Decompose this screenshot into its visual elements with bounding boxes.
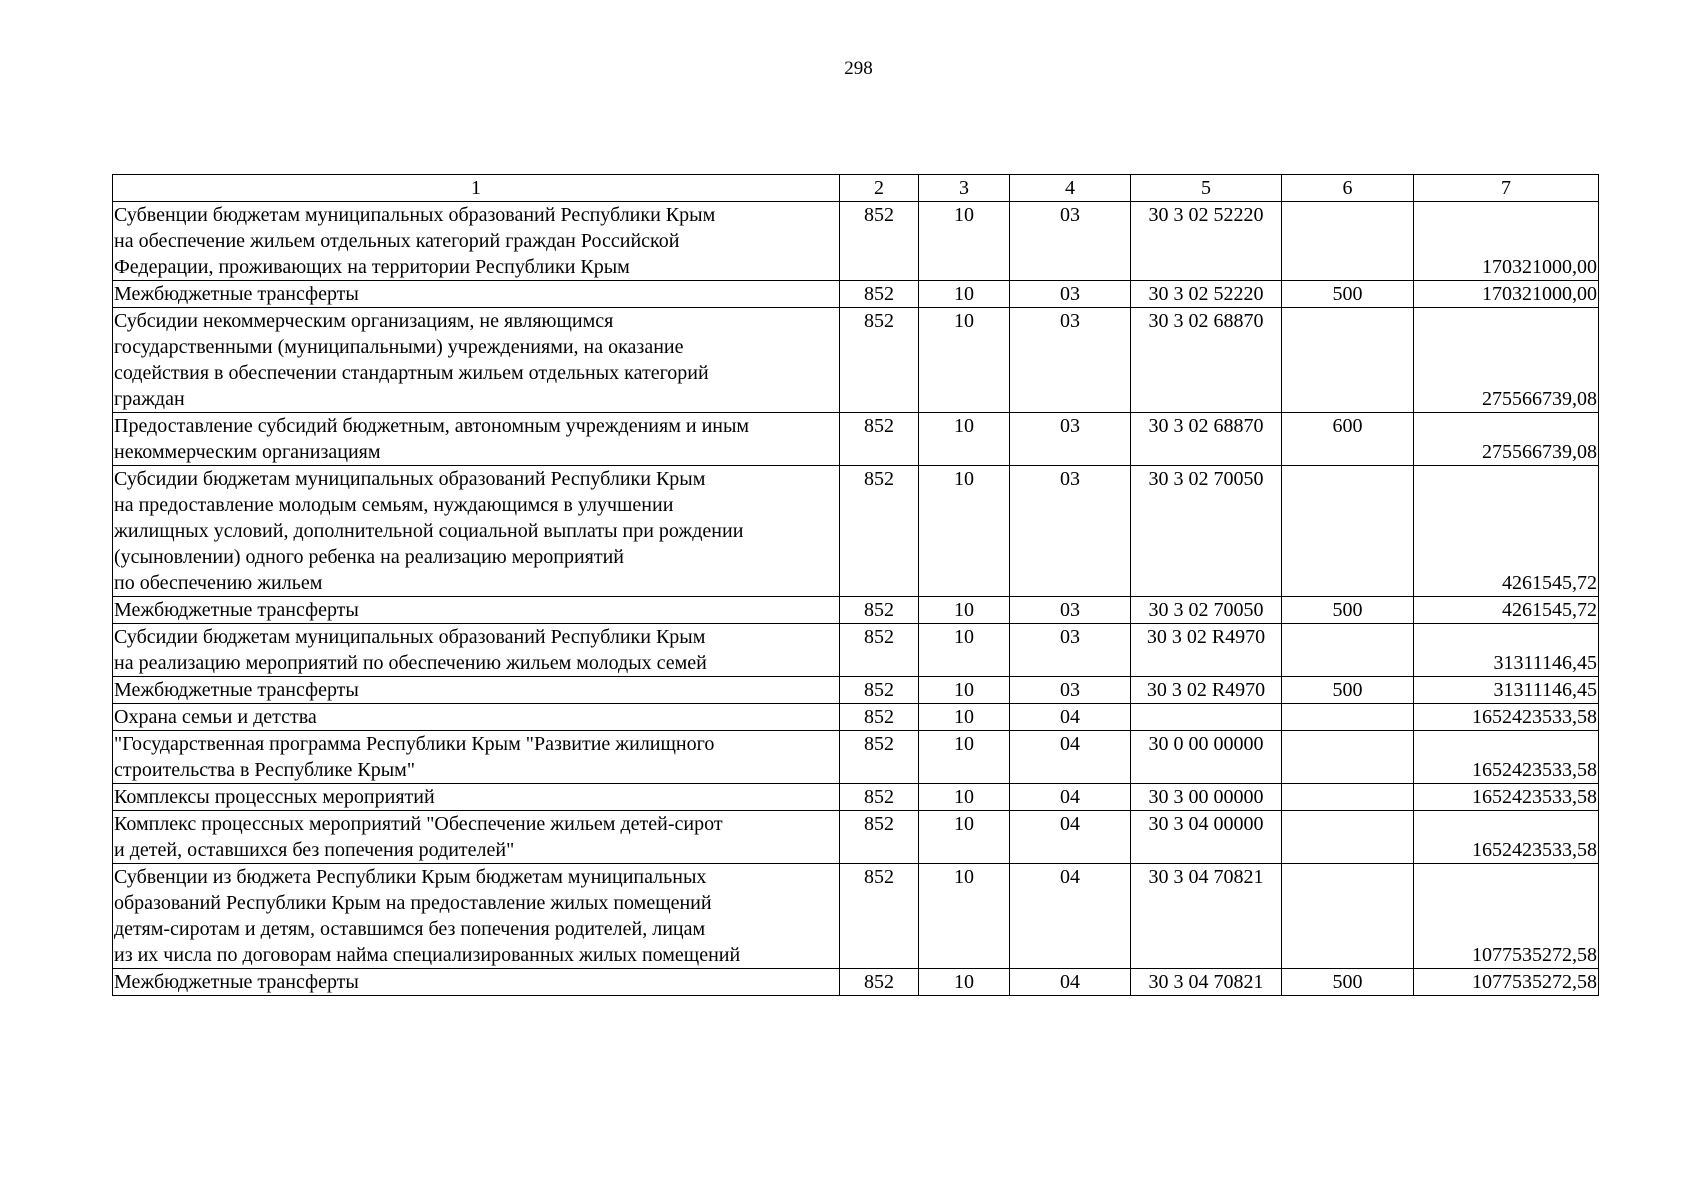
row-col-4: 04: [1010, 969, 1131, 996]
row-col-6: 600: [1282, 413, 1414, 466]
table-row: [113, 969, 1599, 996]
table-row: [113, 281, 1599, 308]
row-col-3: 10: [919, 466, 1010, 597]
row-col-2: 852: [840, 864, 919, 969]
table-row: [113, 413, 1599, 466]
row-col-6: 500: [1282, 969, 1414, 996]
row-amount: 31311146,45: [1414, 677, 1599, 704]
row-col-3: 10: [919, 704, 1010, 731]
row-description: Субвенции из бюджета Республики Крым бюджетам муниципальных образований Республики Крым на предоставление жилых помещений детям-сиротам и детям, оставшимся без попечения родителей, лицам из их числа по договорам найма специализированных жилых помещений: [113, 864, 840, 969]
row-col-3: 10: [919, 413, 1010, 466]
row-col-6: [1282, 202, 1414, 281]
row-description: Предоставление субсидий бюджетным, автономным учреждениям и иным некоммерческим организациям: [113, 413, 840, 466]
row-col-6: 500: [1282, 677, 1414, 704]
row-col-3: 10: [919, 969, 1010, 996]
header-col-3: 3: [919, 175, 1010, 202]
row-amount: 275566739,08: [1414, 308, 1599, 413]
row-description: Субвенции бюджетам муниципальных образований Республики Крым на обеспечение жильем отдельных категорий граждан Российской Федерации, проживающих на территории Республики Крым: [113, 202, 840, 281]
page-number: 298: [844, 58, 873, 79]
row-col-5: 30 3 02 52220: [1131, 202, 1282, 281]
row-col-5: 30 3 02 70050: [1131, 597, 1282, 624]
row-col-4: 03: [1010, 624, 1131, 677]
header-col-1: 1: [113, 175, 840, 202]
row-col-6: [1282, 308, 1414, 413]
row-col-4: 03: [1010, 308, 1131, 413]
row-col-6: 500: [1282, 281, 1414, 308]
row-col-6: [1282, 784, 1414, 811]
row-amount: 4261545,72: [1414, 466, 1599, 597]
row-description: Субсидии бюджетам муниципальных образований Республики Крым на реализацию мероприятий по обеспечению жильем молодых семей: [113, 624, 840, 677]
row-col-4: 03: [1010, 281, 1131, 308]
table-row: [113, 624, 1599, 677]
row-col-2: 852: [840, 281, 919, 308]
row-col-4: 03: [1010, 202, 1131, 281]
row-col-3: 10: [919, 202, 1010, 281]
row-col-5: 30 3 04 70821: [1131, 969, 1282, 996]
row-amount: 275566739,08: [1414, 413, 1599, 466]
row-col-4: 04: [1010, 784, 1131, 811]
row-col-5: 30 3 04 00000: [1131, 811, 1282, 864]
row-amount: 1652423533,58: [1414, 784, 1599, 811]
row-col-2: 852: [840, 784, 919, 811]
row-description: "Государственная программа Республики Крым "Развитие жилищного строительства в Республике Крым": [113, 731, 840, 784]
row-col-2: 852: [840, 624, 919, 677]
row-col-4: 03: [1010, 597, 1131, 624]
row-col-5: 30 3 02 R4970: [1131, 624, 1282, 677]
row-col-5: 30 3 00 00000: [1131, 784, 1282, 811]
row-col-2: 852: [840, 202, 919, 281]
row-col-3: 10: [919, 597, 1010, 624]
row-description: Межбюджетные трансферты: [113, 281, 840, 308]
row-col-2: 852: [840, 466, 919, 597]
row-col-6: [1282, 731, 1414, 784]
row-amount: 1652423533,58: [1414, 704, 1599, 731]
row-description: Комплексы процессных мероприятий: [113, 784, 840, 811]
row-col-5: 30 3 02 52220: [1131, 281, 1282, 308]
row-col-5: 30 3 02 68870: [1131, 413, 1282, 466]
row-col-4: 04: [1010, 864, 1131, 969]
row-description: Субсидии бюджетам муниципальных образований Республики Крым на предоставление молодым семьям, нуждающимся в улучшении жилищных условий, дополнительной социальной выплаты при рождении (усыновлении) одного ребенка на реализацию мероприятий по обеспечению жильем: [113, 466, 840, 597]
row-description: Межбюджетные трансферты: [113, 597, 840, 624]
table-row: [113, 811, 1599, 864]
header-col-4: 4: [1010, 175, 1131, 202]
row-col-4: 04: [1010, 731, 1131, 784]
row-col-2: 852: [840, 597, 919, 624]
row-col-3: 10: [919, 811, 1010, 864]
row-col-4: 04: [1010, 811, 1131, 864]
row-description: Комплекс процессных мероприятий "Обеспечение жильем детей-сирот и детей, оставшихся без попечения родителей": [113, 811, 840, 864]
table-row: [113, 597, 1599, 624]
row-col-2: 852: [840, 413, 919, 466]
table-row: [113, 704, 1599, 731]
row-col-6: [1282, 864, 1414, 969]
row-col-6: 500: [1282, 597, 1414, 624]
row-amount: 170321000,00: [1414, 281, 1599, 308]
row-col-2: 852: [840, 969, 919, 996]
row-col-3: 10: [919, 624, 1010, 677]
row-col-2: 852: [840, 811, 919, 864]
row-col-2: 852: [840, 704, 919, 731]
table-row: [113, 864, 1599, 969]
header-col-5: 5: [1131, 175, 1282, 202]
row-col-3: 10: [919, 308, 1010, 413]
row-col-5: [1131, 704, 1282, 731]
row-amount: 4261545,72: [1414, 597, 1599, 624]
row-col-3: 10: [919, 784, 1010, 811]
row-col-3: 10: [919, 864, 1010, 969]
row-col-3: 10: [919, 731, 1010, 784]
row-amount: 170321000,00: [1414, 202, 1599, 281]
row-description: Охрана семьи и детства: [113, 704, 840, 731]
row-col-5: 30 3 04 70821: [1131, 864, 1282, 969]
row-col-5: 30 3 02 R4970: [1131, 677, 1282, 704]
row-col-6: [1282, 811, 1414, 864]
row-amount: 31311146,45: [1414, 624, 1599, 677]
row-col-2: 852: [840, 731, 919, 784]
row-col-2: 852: [840, 308, 919, 413]
table-row: [113, 202, 1599, 281]
row-amount: 1652423533,58: [1414, 731, 1599, 784]
header-col-2: 2: [840, 175, 919, 202]
row-col-4: 04: [1010, 704, 1131, 731]
row-description: Межбюджетные трансферты: [113, 677, 840, 704]
budget-table: [112, 174, 1599, 996]
row-description: Межбюджетные трансферты: [113, 969, 840, 996]
table-row: [113, 308, 1599, 413]
row-col-5: 30 3 02 68870: [1131, 308, 1282, 413]
row-amount: 1077535272,58: [1414, 864, 1599, 969]
header-col-7: 7: [1414, 175, 1599, 202]
header-col-6: 6: [1282, 175, 1414, 202]
row-col-6: [1282, 704, 1414, 731]
row-col-4: 03: [1010, 413, 1131, 466]
row-col-3: 10: [919, 677, 1010, 704]
row-col-4: 03: [1010, 466, 1131, 597]
table-row: [113, 466, 1599, 597]
row-col-5: 30 0 00 00000: [1131, 731, 1282, 784]
row-amount: 1652423533,58: [1414, 811, 1599, 864]
row-col-6: [1282, 624, 1414, 677]
row-col-5: 30 3 02 70050: [1131, 466, 1282, 597]
row-col-2: 852: [840, 677, 919, 704]
table-row: [113, 784, 1599, 811]
row-amount: 1077535272,58: [1414, 969, 1599, 996]
row-col-6: [1282, 466, 1414, 597]
table-row: [113, 677, 1599, 704]
row-col-3: 10: [919, 281, 1010, 308]
row-description: Субсидии некоммерческим организациям, не являющимся государственными (муниципальными) учреждениями, на оказание содействия в обеспечении стандартным жильем отдельных категорий граждан: [113, 308, 840, 413]
header-row: [113, 175, 1599, 202]
table-row: [113, 731, 1599, 784]
row-col-4: 03: [1010, 677, 1131, 704]
